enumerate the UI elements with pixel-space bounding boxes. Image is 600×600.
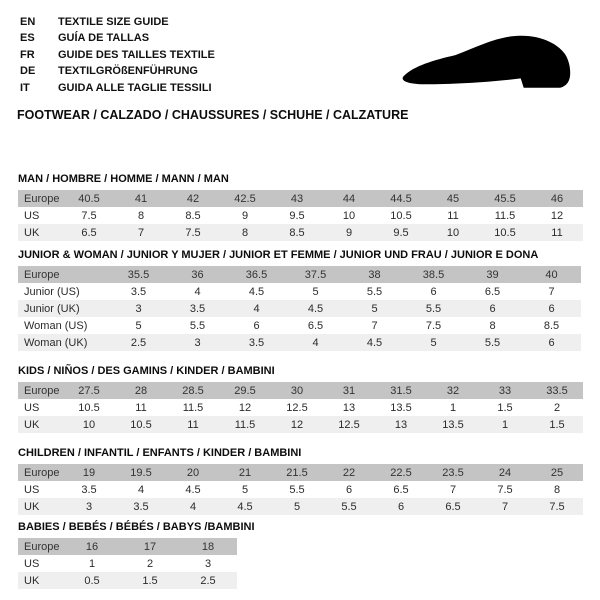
size-value: 46 <box>531 190 583 207</box>
size-value: 12.5 <box>286 401 308 414</box>
table-row <box>18 224 583 241</box>
size-value: 8.5 <box>185 209 201 222</box>
size-value: 10.5 <box>479 224 531 241</box>
size-value: 0.5 <box>63 572 121 589</box>
language-code: IT <box>20 81 30 94</box>
size-value: 1.5 <box>497 401 513 414</box>
size-value: 33.5 <box>531 382 583 399</box>
size-value: 3.5 <box>115 498 167 515</box>
row-label: Woman (US) <box>24 319 88 332</box>
size-table-section <box>18 447 583 515</box>
size-value: 11 <box>135 401 147 414</box>
size-value: 11 <box>167 416 219 433</box>
size-value: 3.5 <box>168 300 227 317</box>
size-value: 1.5 <box>531 416 583 433</box>
size-value: 44.5 <box>375 190 427 207</box>
language-label: TEXTILE SIZE GUIDE <box>58 16 169 28</box>
size-value: 6 <box>430 285 437 298</box>
size-value: 11.5 <box>219 416 271 433</box>
size-value: 7 <box>371 319 378 332</box>
size-value: 5.5 <box>366 285 383 298</box>
size-value: 8.5 <box>271 224 323 241</box>
size-value: 42 <box>167 190 219 207</box>
size-value: 9.5 <box>289 209 305 222</box>
language-label: GUIDA ALLE TAGLIE TESSILI <box>58 81 212 94</box>
size-value: 4 <box>194 285 201 298</box>
size-value: 6 <box>522 334 581 351</box>
size-table <box>18 538 237 589</box>
row-label: US <box>24 483 40 496</box>
size-value: 5 <box>345 300 404 317</box>
size-value: 22.5 <box>375 464 427 481</box>
table-row <box>18 317 581 334</box>
table-title: BABIES / BEBÉS / BÉBÉS / BABYS /BAMBINI <box>18 521 255 533</box>
size-value: 7.5 <box>167 224 219 241</box>
table-header-row <box>18 382 583 399</box>
size-table-section <box>18 249 581 351</box>
size-value: 5 <box>404 334 463 351</box>
size-value: 4 <box>286 334 345 351</box>
size-value: 31 <box>323 382 375 399</box>
size-value: 7.5 <box>81 209 97 222</box>
size-value: 28.5 <box>167 382 219 399</box>
size-value: 11.5 <box>182 401 204 414</box>
table-header-row <box>18 266 581 283</box>
size-value: 17 <box>121 538 179 555</box>
size-value: 3 <box>109 300 168 317</box>
size-value: 25 <box>531 464 583 481</box>
size-value: 12.5 <box>323 416 375 433</box>
size-value: 5 <box>135 319 142 332</box>
size-value: 27.5 <box>63 382 115 399</box>
size-value: 13.5 <box>390 401 412 414</box>
size-value: 8 <box>219 224 271 241</box>
row-label: Junior (UK) <box>18 300 109 317</box>
size-value: 6 <box>375 498 427 515</box>
language-code: FR <box>20 48 35 61</box>
size-value: 36 <box>168 266 227 283</box>
size-value: 40 <box>522 266 581 283</box>
size-value: 29.5 <box>219 382 271 399</box>
table-row <box>18 399 583 416</box>
size-value: 4.5 <box>286 300 345 317</box>
language-code: ES <box>20 32 35 45</box>
size-value: 18 <box>179 538 237 555</box>
language-row <box>20 14 215 30</box>
size-value: 7.5 <box>497 483 513 496</box>
size-value: 10.5 <box>78 401 100 414</box>
size-value: 1 <box>88 557 96 570</box>
size-value: 4.5 <box>248 285 265 298</box>
size-value: 11 <box>447 209 459 222</box>
size-value: 20 <box>167 464 219 481</box>
size-value: 32 <box>427 382 479 399</box>
size-value: 39 <box>463 266 522 283</box>
size-value: 6 <box>345 483 353 496</box>
table-title: CHILDREN / INFANTIL / ENFANTS / KINDER / BAMBINI <box>18 447 302 459</box>
size-value: 2.5 <box>179 572 237 589</box>
size-value: 4.5 <box>185 483 201 496</box>
size-value: 19.5 <box>115 464 167 481</box>
size-value: 5.5 <box>404 300 463 317</box>
size-value: 5 <box>312 285 319 298</box>
size-value: 30 <box>271 382 323 399</box>
size-value: 31.5 <box>375 382 427 399</box>
shoe-icon <box>394 30 592 96</box>
size-value: 12 <box>550 209 564 222</box>
table-row <box>18 283 581 300</box>
size-value: 43 <box>271 190 323 207</box>
size-value: 13 <box>342 401 356 414</box>
row-label: Europe <box>18 382 63 399</box>
size-value: 4 <box>167 498 219 515</box>
size-value: 8.5 <box>543 319 560 332</box>
size-value: 5 <box>271 498 323 515</box>
size-value: 5.5 <box>323 498 375 515</box>
size-value: 6.5 <box>427 498 479 515</box>
size-value: 2.5 <box>109 334 168 351</box>
size-value: 10 <box>427 224 479 241</box>
size-value: 9 <box>323 224 375 241</box>
language-code: EN <box>20 16 36 28</box>
row-label: Europe <box>18 266 109 283</box>
size-value: 5.5 <box>463 334 522 351</box>
table-header-row <box>18 464 583 481</box>
row-label: US <box>24 209 40 222</box>
table-row <box>18 498 583 515</box>
table-row <box>18 300 581 317</box>
size-table-section <box>18 173 583 241</box>
size-value: 1 <box>449 401 457 414</box>
size-value: 2 <box>146 557 154 570</box>
size-value: 6.5 <box>63 224 115 241</box>
table-row <box>18 416 583 433</box>
size-value: 7 <box>115 224 167 241</box>
size-value: 5.5 <box>189 319 206 332</box>
row-label: UK <box>18 498 63 515</box>
size-value: 24 <box>479 464 531 481</box>
size-value: 4 <box>137 483 145 496</box>
size-value: 8 <box>489 319 496 332</box>
size-value: 28 <box>115 382 167 399</box>
size-value: 42.5 <box>219 190 271 207</box>
table-row <box>18 334 581 351</box>
size-value: 2 <box>553 401 561 414</box>
size-value: 21 <box>219 464 271 481</box>
row-label: Europe <box>18 190 63 207</box>
row-label: Junior (US) <box>24 285 80 298</box>
size-value: 19 <box>63 464 115 481</box>
size-value: 1.5 <box>121 572 179 589</box>
size-value: 22 <box>323 464 375 481</box>
size-value: 3.5 <box>227 334 286 351</box>
language-row <box>20 30 215 46</box>
size-value: 6.5 <box>307 319 324 332</box>
table-row <box>18 481 583 498</box>
category-heading: FOOTWEAR / CALZADO / CHAUSSURES / SCHUHE / CALZATURE <box>17 108 409 122</box>
size-value: 40.5 <box>63 190 115 207</box>
size-value: 37.5 <box>286 266 345 283</box>
size-value: 12 <box>238 401 252 414</box>
table-title: JUNIOR & WOMAN / JUNIOR Y MUJER / JUNIOR ET FEMME / JUNIOR UND FRAU / JUNIOR E DONA <box>18 249 539 261</box>
row-label: UK <box>18 572 63 589</box>
table-row <box>18 572 237 589</box>
size-value: 38 <box>345 266 404 283</box>
size-value: 6 <box>253 319 260 332</box>
table-header-row <box>18 190 583 207</box>
row-label: Woman (UK) <box>18 334 109 351</box>
size-value: 7 <box>449 483 457 496</box>
size-value: 3 <box>168 334 227 351</box>
size-value: 4.5 <box>219 498 271 515</box>
size-value: 4 <box>227 300 286 317</box>
size-table-section <box>18 521 255 589</box>
size-value: 8 <box>137 209 145 222</box>
row-label: Europe <box>18 464 63 481</box>
language-label: GUIDE DES TAILLES TEXTILE <box>58 48 215 61</box>
size-table <box>18 266 581 351</box>
size-value: 23.5 <box>427 464 479 481</box>
table-header-row <box>18 538 237 555</box>
size-value: 6.5 <box>393 483 409 496</box>
size-value: 11.5 <box>494 209 516 222</box>
size-value: 3.5 <box>130 285 147 298</box>
size-value: 6 <box>522 300 581 317</box>
language-label: TEXTILGRÖßENFÜHRUNG <box>58 65 198 78</box>
size-value: 3 <box>63 498 115 515</box>
size-value: 6.5 <box>484 285 501 298</box>
size-value: 16 <box>63 538 121 555</box>
size-value: 10 <box>63 416 115 433</box>
language-row <box>20 63 215 79</box>
size-value: 13 <box>375 416 427 433</box>
row-label: US <box>24 401 40 414</box>
row-label: UK <box>18 416 63 433</box>
size-value: 21.5 <box>271 464 323 481</box>
table-title: MAN / HOMBRE / HOMME / MANN / MAN <box>18 173 229 185</box>
size-value: 5 <box>241 483 249 496</box>
size-value: 6 <box>463 300 522 317</box>
size-table <box>18 190 583 241</box>
language-row <box>20 80 215 96</box>
row-label: UK <box>18 224 63 241</box>
size-value: 9 <box>241 209 249 222</box>
size-value: 10 <box>342 209 356 222</box>
language-list <box>20 14 215 96</box>
table-row <box>18 555 237 572</box>
size-value: 9.5 <box>375 224 427 241</box>
size-table <box>18 382 583 433</box>
size-value: 10.5 <box>115 416 167 433</box>
size-value: 4.5 <box>345 334 404 351</box>
size-value: 36.5 <box>227 266 286 283</box>
size-value: 7.5 <box>425 319 442 332</box>
row-label: Europe <box>18 538 63 555</box>
size-value: 8 <box>553 483 561 496</box>
size-value: 12 <box>271 416 323 433</box>
size-value: 35.5 <box>109 266 168 283</box>
size-value: 7 <box>548 285 555 298</box>
size-value: 3.5 <box>81 483 97 496</box>
size-value: 33 <box>479 382 531 399</box>
language-label: GUÍA DE TALLAS <box>58 32 150 45</box>
size-value: 45 <box>427 190 479 207</box>
size-value: 7.5 <box>531 498 583 515</box>
size-value: 45.5 <box>479 190 531 207</box>
size-value: 38.5 <box>404 266 463 283</box>
size-value: 1 <box>479 416 531 433</box>
size-value: 13.5 <box>427 416 479 433</box>
table-row <box>18 207 583 224</box>
table-title: KIDS / NIÑOS / DES GAMINS / KINDER / BAMBINI <box>18 365 275 377</box>
size-value: 44 <box>323 190 375 207</box>
row-label: US <box>24 557 40 570</box>
size-table-section <box>18 365 583 433</box>
size-value: 10.5 <box>390 209 412 222</box>
language-code: DE <box>20 65 36 78</box>
size-value: 5.5 <box>289 483 305 496</box>
size-value: 11 <box>531 224 583 241</box>
size-value: 41 <box>115 190 167 207</box>
size-value: 3 <box>204 557 212 570</box>
size-table <box>18 464 583 515</box>
size-value: 7 <box>479 498 531 515</box>
language-row <box>20 47 215 63</box>
